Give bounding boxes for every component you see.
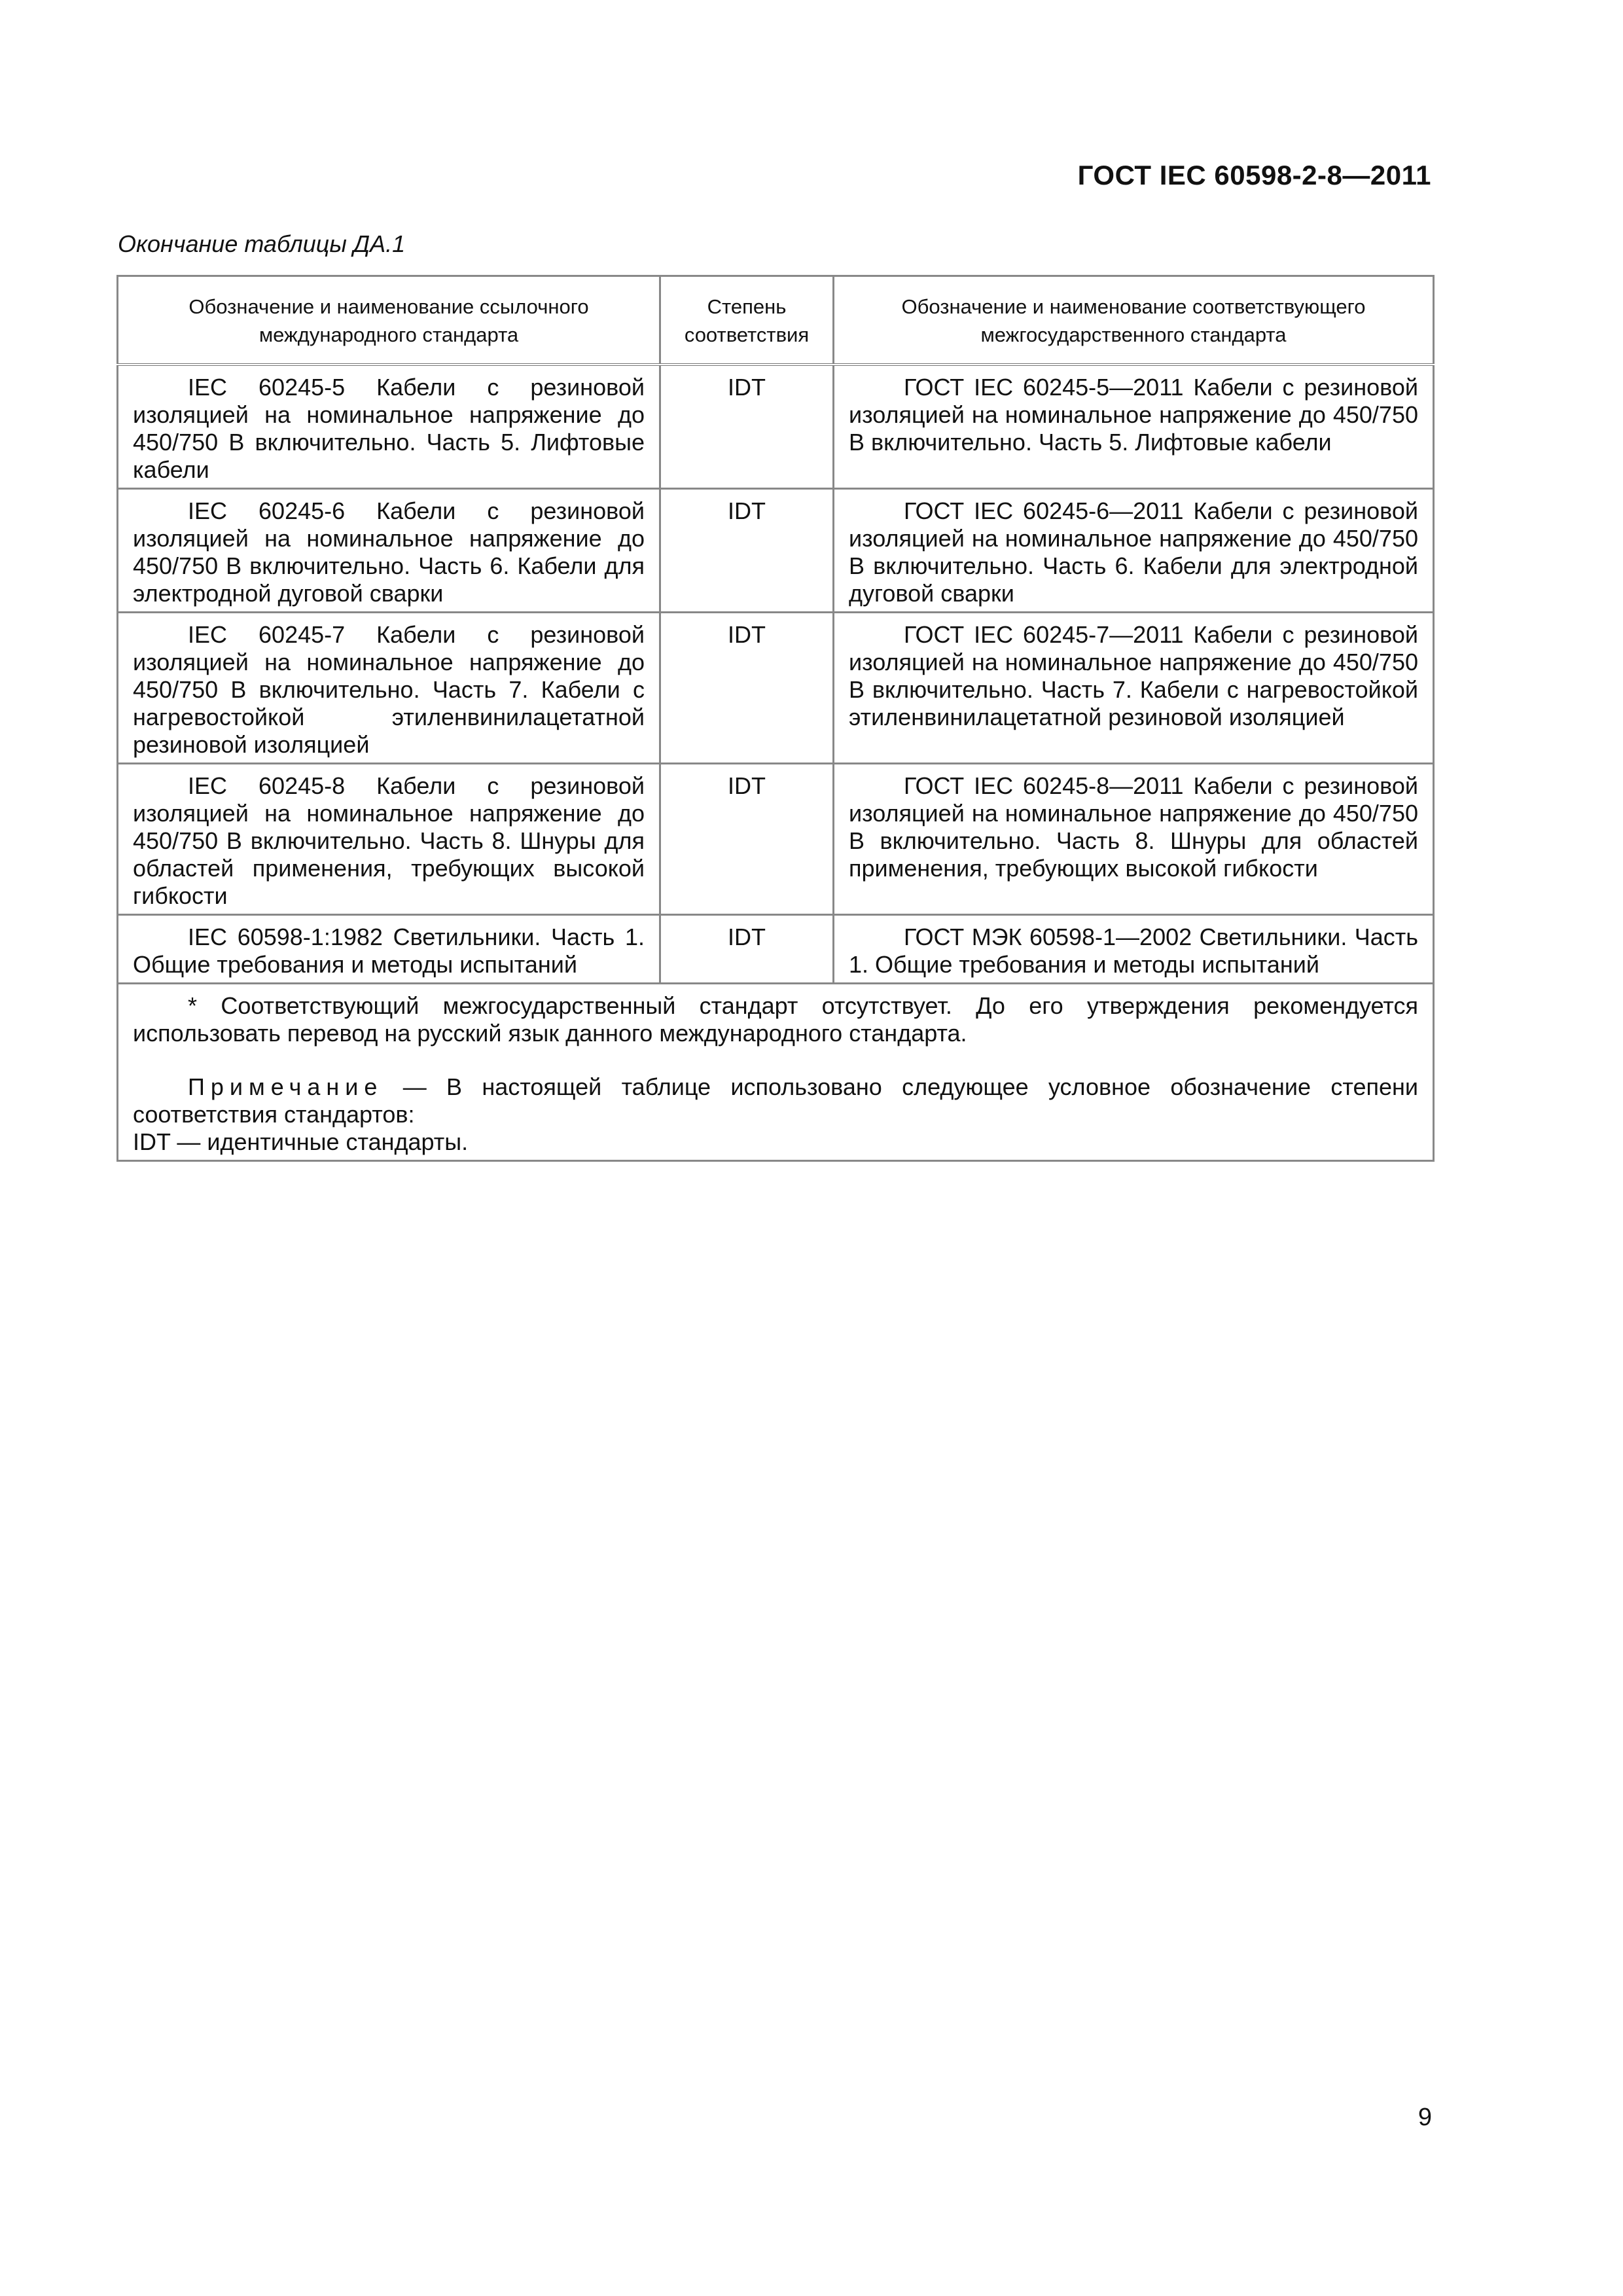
footnote: * Соответствующий межгосударственный стандарт отсутствует. До его утверждения рекомендуется использовать перевод на русский язык данного международного стандарта. xyxy=(133,992,1418,1047)
cell-interstate-standard: ГОСТ IEC 60245-8—2011 Кабели с резиновой изоляцией на номинальное напряжение до 450/750 В включительно. Часть 8. Шнуры для областей применения, требующих высокой гибкости xyxy=(834,764,1434,915)
note-label: Примечание xyxy=(188,1073,383,1100)
table-row xyxy=(118,613,1434,764)
table-row xyxy=(118,489,1434,613)
table-row xyxy=(118,915,1434,984)
cell-interstate-standard: ГОСТ МЭК 60598-1—2002 Светильники. Часть 1. Общие требования и методы испытаний xyxy=(834,915,1434,984)
header-row xyxy=(118,276,1434,365)
cell-interstate-standard: ГОСТ IEC 60245-6—2011 Кабели с резиновой изоляцией на номинальное напряжение до 450/750 В включительно. Часть 6. Кабели для электродной дуговой сварки xyxy=(834,489,1434,613)
note-idt-definition: IDT — идентичные стандарты. xyxy=(133,1128,469,1155)
cell-degree: IDT xyxy=(660,489,834,613)
cell-international-standard: IEC 60245-8 Кабели с резиновой изоляцией на номинальное напряжение до 450/750 В включительно. Часть 8. Шнуры для областей применения, требующих высокой гибкости xyxy=(118,764,660,915)
notes-row xyxy=(118,984,1434,1161)
cell-international-standard: IEC 60598-1:1982 Светильники. Часть 1. Общие требования и методы испытаний xyxy=(118,915,660,984)
cell-international-standard: IEC 60245-7 Кабели с резиновой изоляцией на номинальное напряжение до 450/750 В включительно. Часть 7. Кабели с нагревостойкой этиленвинилацетатной резиновой изоляцией xyxy=(118,613,660,764)
cell-international-standard: IEC 60245-6 Кабели с резиновой изоляцией на номинальное напряжение до 450/750 В включительно. Часть 6. Кабели для электродной дуговой сварки xyxy=(118,489,660,613)
cell-international-standard: IEC 60245-5 Кабели с резиновой изоляцией на номинальное напряжение до 450/750 В включительно. Часть 5. Лифтовые кабели xyxy=(118,365,660,489)
cell-degree: IDT xyxy=(660,365,834,489)
table-row xyxy=(118,764,1434,915)
table-row xyxy=(118,365,1434,489)
table-caption: Окончание таблицы ДА.1 xyxy=(118,230,406,257)
table-body xyxy=(118,365,1434,1161)
standards-table xyxy=(116,275,1435,1162)
cell-degree: IDT xyxy=(660,915,834,984)
page-number: 9 xyxy=(1418,2104,1432,2131)
note xyxy=(133,1073,1418,1128)
note-text: — В настоящей таблице использовано следующее условное обозначение степени соответствия стандартов: xyxy=(133,1073,1418,1128)
col-header-degree: Степень соответствия xyxy=(660,276,834,365)
cell-degree: IDT xyxy=(660,613,834,764)
col-header-international-standard: Обозначение и наименование ссылочного международного стандарта xyxy=(118,276,660,365)
cell-interstate-standard: ГОСТ IEC 60245-7—2011 Кабели с резиновой изоляцией на номинальное напряжение до 450/750 В включительно. Часть 7. Кабели с нагревостойкой этиленвинилацетатной резиновой изоляцией xyxy=(834,613,1434,764)
document-code: ГОСТ IEC 60598-2-8—2011 xyxy=(1077,160,1431,190)
table-header xyxy=(118,276,1434,365)
col-header-interstate-standard: Обозначение и наименование соответствующего межгосударственного стандарта xyxy=(834,276,1434,365)
cell-degree: IDT xyxy=(660,764,834,915)
cell-interstate-standard: ГОСТ IEC 60245-5—2011 Кабели с резиновой изоляцией на номинальное напряжение до 450/750 В включительно. Часть 5. Лифтовые кабели xyxy=(834,365,1434,489)
notes-cell xyxy=(118,984,1434,1161)
